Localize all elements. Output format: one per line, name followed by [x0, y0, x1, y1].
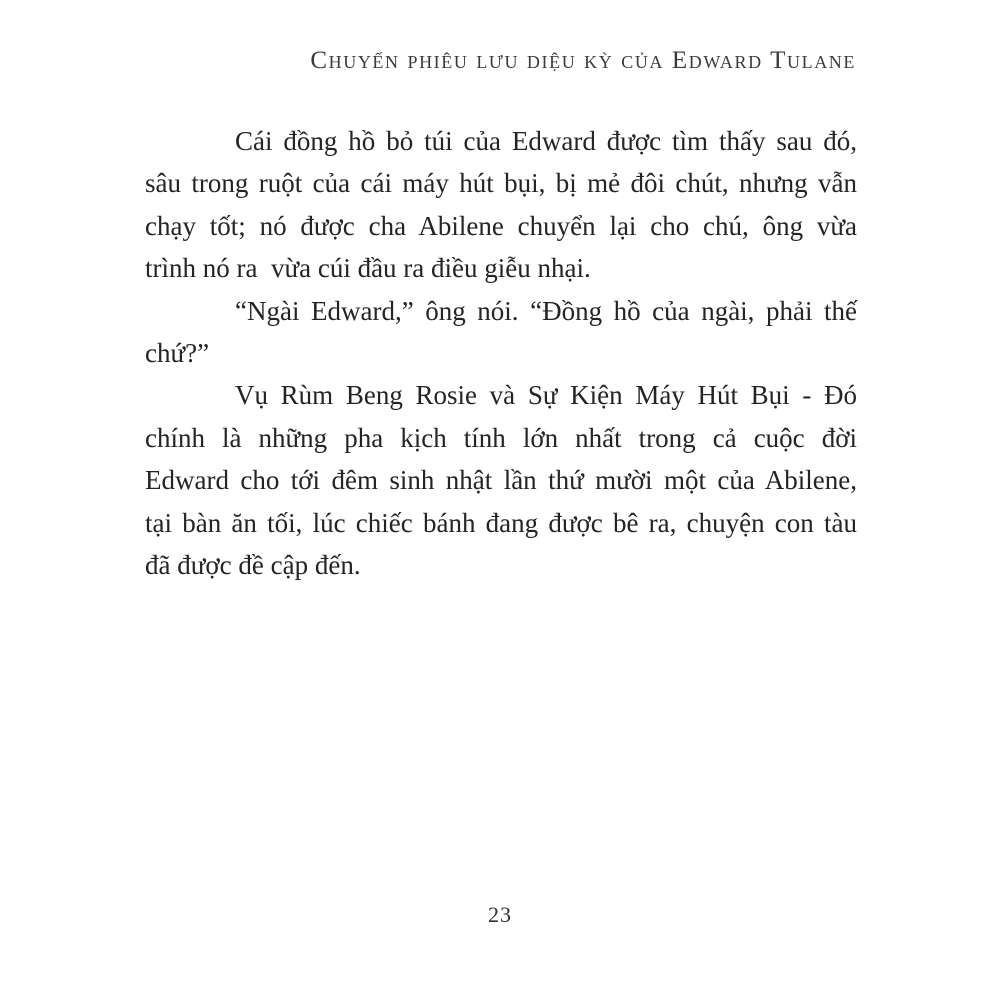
text-line: chính là những pha kịch tính lớn nhất trong cả cuộc đời	[145, 422, 857, 453]
running-header: Chuyến phiêu lưu diệu kỳ của Edward Tulane	[310, 47, 856, 74]
paragraph	[145, 374, 857, 586]
paragraph	[145, 290, 857, 375]
text-line: “Ngài Edward,” ông nói. “Đồng hồ của ngài, phải thế	[235, 295, 857, 326]
text-line: Edward cho tới đêm sinh nhật lần thứ mười một của Abilene,	[145, 465, 857, 496]
text-line: Vụ Rùm Beng Rosie và Sự Kiện Máy Hút Bụi - Đó	[235, 380, 857, 411]
text-line: chạy tốt; nó được cha Abilene chuyển lại cho chú, ông vừa	[145, 210, 857, 241]
page-number: 23	[488, 902, 512, 927]
text-line: chứ?”	[145, 338, 210, 369]
text-line: đã được đề cập đến.	[145, 550, 361, 581]
text-line: trình nó ra vừa cúi đầu ra điều giễu nhại.	[145, 253, 591, 284]
text-line: sâu trong ruột của cái máy hút bụi, bị mẻ đôi chút, nhưng vẫn	[145, 168, 857, 199]
text-line: tại bàn ăn tối, lúc chiếc bánh đang được bê ra, chuyện con tàu	[145, 507, 857, 538]
text-line: Cái đồng hồ bỏ túi của Edward được tìm thấy sau đó,	[235, 126, 857, 156]
paragraph	[145, 120, 857, 290]
body-text-container	[145, 120, 857, 586]
